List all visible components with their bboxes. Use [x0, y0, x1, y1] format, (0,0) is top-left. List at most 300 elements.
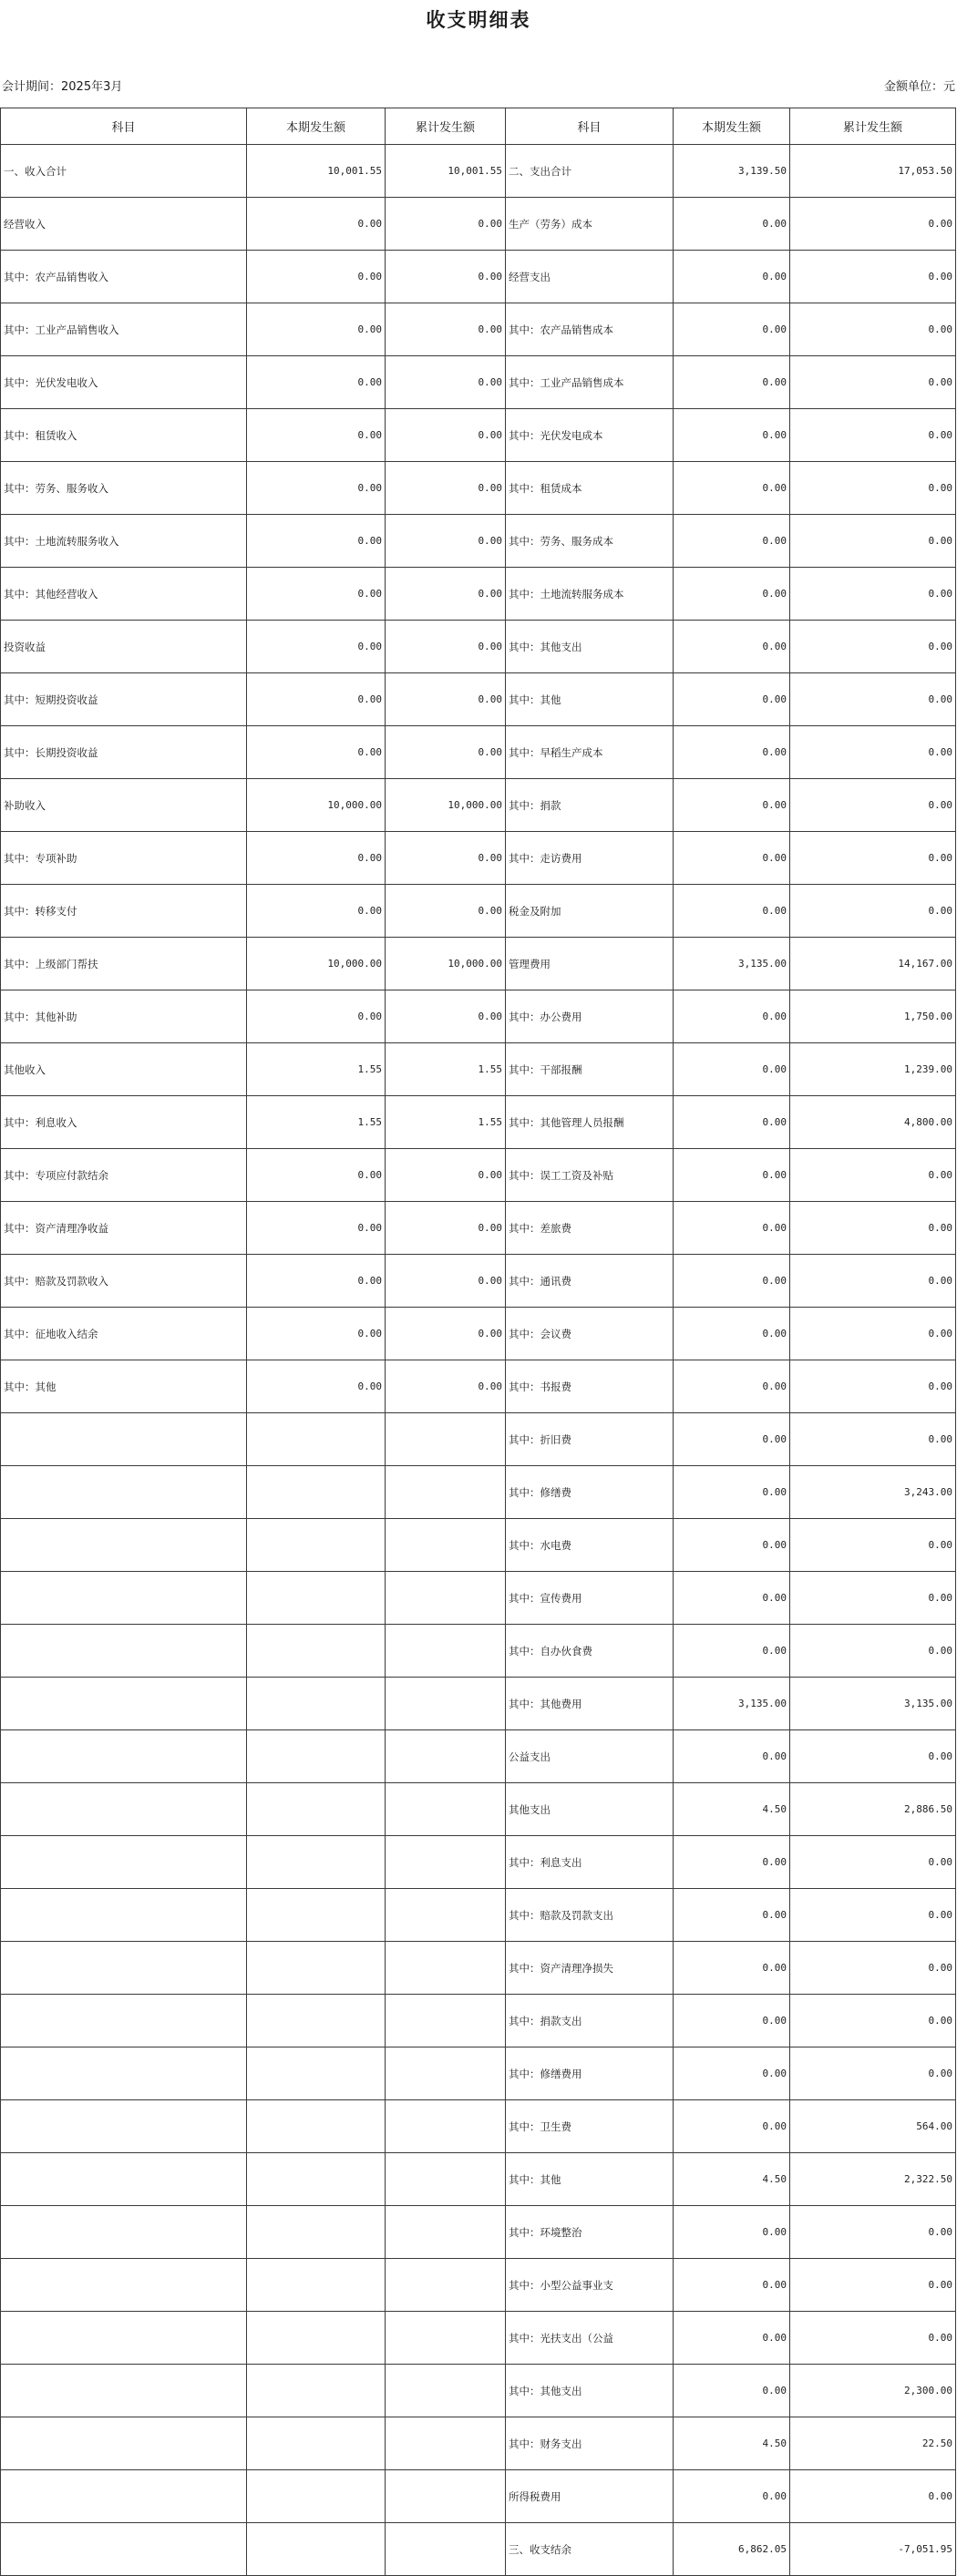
table-row	[1, 1255, 956, 1308]
income-cumulative-cell: 0.00	[386, 568, 506, 621]
expense-cumulative-cell: 0.00	[790, 1995, 956, 2047]
expense-current-cell: 0.00	[674, 1360, 790, 1413]
income-item-cell	[1, 2523, 247, 2576]
income-cumulative-cell: 0.00	[386, 1255, 506, 1308]
income-current-cell: 0.00	[247, 303, 386, 356]
expense-current-cell: 0.00	[674, 621, 790, 673]
income-cumulative-cell	[386, 2470, 506, 2523]
income-cumulative-cell: 1.55	[386, 1096, 506, 1149]
income-cumulative-cell	[386, 1783, 506, 1836]
table-row	[1, 1360, 956, 1413]
expense-current-cell: 0.00	[674, 2312, 790, 2365]
expense-item-cell: 其中：自办伙食费	[506, 1625, 674, 1678]
expense-current-cell: 3,135.00	[674, 1678, 790, 1730]
income-current-cell	[247, 1413, 386, 1466]
table-row	[1, 938, 956, 990]
income-item-cell: 补助收入	[1, 779, 247, 832]
expense-current-cell: 0.00	[674, 2365, 790, 2417]
income-cumulative-cell	[386, 1466, 506, 1519]
table-row	[1, 1466, 956, 1519]
expense-item-cell: 管理费用	[506, 938, 674, 990]
income-current-cell: 0.00	[247, 1255, 386, 1308]
expense-item-cell: 其中：财务支出	[506, 2417, 674, 2470]
table-row	[1, 356, 956, 409]
income-current-cell: 0.00	[247, 885, 386, 938]
income-current-cell	[247, 2100, 386, 2153]
expense-item-cell: 其中：早稻生产成本	[506, 726, 674, 779]
table-row	[1, 462, 956, 515]
table-header-row	[1, 108, 956, 145]
expense-cumulative-cell: 0.00	[790, 1519, 956, 1572]
income-item-cell	[1, 1783, 247, 1836]
income-item-cell: 其中：其他经营收入	[1, 568, 247, 621]
expense-cumulative-cell: 0.00	[790, 2259, 956, 2312]
expense-cumulative-cell: 0.00	[790, 1308, 956, 1360]
income-cumulative-cell	[386, 1572, 506, 1625]
expense-cumulative-cell: 0.00	[790, 2206, 956, 2259]
expense-cumulative-cell: 2,886.50	[790, 1783, 956, 1836]
income-cumulative-cell	[386, 1413, 506, 1466]
expense-current-cell: 0.00	[674, 1466, 790, 1519]
expense-item-cell: 其中：卫生费	[506, 2100, 674, 2153]
expense-current-cell: 0.00	[674, 2206, 790, 2259]
income-item-cell	[1, 2206, 247, 2259]
expense-current-cell: 0.00	[674, 515, 790, 568]
page-title: 收支明细表	[426, 8, 531, 31]
table-row	[1, 303, 956, 356]
income-cumulative-cell: 0.00	[386, 515, 506, 568]
table-row	[1, 2312, 956, 2365]
income-item-cell: 其中：赔款及罚款收入	[1, 1255, 247, 1308]
income-cumulative-cell	[386, 2153, 506, 2206]
table-row	[1, 990, 956, 1043]
income-cumulative-cell	[386, 1889, 506, 1942]
income-item-cell: 其中：租赁收入	[1, 409, 247, 462]
income-cumulative-cell	[386, 1730, 506, 1783]
expense-item-cell: 其中：其他	[506, 2153, 674, 2206]
income-item-cell	[1, 1942, 247, 1995]
income-current-cell: 0.00	[247, 990, 386, 1043]
expense-current-cell: 0.00	[674, 990, 790, 1043]
expense-item-cell: 其他支出	[506, 1783, 674, 1836]
income-cumulative-cell: 10,000.00	[386, 779, 506, 832]
expense-cumulative-cell: 564.00	[790, 2100, 956, 2153]
income-current-cell: 0.00	[247, 1202, 386, 1255]
table-row	[1, 1625, 956, 1678]
income-item-cell	[1, 1413, 247, 1466]
expense-current-cell: 0.00	[674, 2470, 790, 2523]
expense-item-cell: 其中：小型公益事业支	[506, 2259, 674, 2312]
expense-current-cell: 0.00	[674, 2259, 790, 2312]
expense-cumulative-cell: 0.00	[790, 1625, 956, 1678]
income-cumulative-cell	[386, 1625, 506, 1678]
income-cumulative-cell: 0.00	[386, 462, 506, 515]
expense-current-cell: 0.00	[674, 1889, 790, 1942]
expense-item-cell: 其中：修缮费	[506, 1466, 674, 1519]
expense-cumulative-cell: 0.00	[790, 779, 956, 832]
expense-current-cell: 0.00	[674, 409, 790, 462]
income-current-cell	[247, 1783, 386, 1836]
income-item-cell: 其他收入	[1, 1043, 247, 1096]
expense-cumulative-cell: 0.00	[790, 621, 956, 673]
income-item-cell	[1, 1572, 247, 1625]
expense-cumulative-cell: 1,239.00	[790, 1043, 956, 1096]
income-current-cell: 0.00	[247, 1360, 386, 1413]
table-row	[1, 1995, 956, 2047]
income-current-cell	[247, 1942, 386, 1995]
expense-item-cell: 其中：光伏发电成本	[506, 409, 674, 462]
expense-current-cell: 0.00	[674, 1730, 790, 1783]
table-row	[1, 515, 956, 568]
table-row	[1, 1783, 956, 1836]
expense-item-cell: 其中：书报费	[506, 1360, 674, 1413]
expense-cumulative-cell: 0.00	[790, 885, 956, 938]
expense-current-cell: 0.00	[674, 568, 790, 621]
table-row	[1, 1572, 956, 1625]
table-row	[1, 2259, 956, 2312]
income-item-cell: 其中：其他	[1, 1360, 247, 1413]
income-cumulative-cell: 0.00	[386, 726, 506, 779]
income-item-cell: 其中：土地流转服务收入	[1, 515, 247, 568]
table-row	[1, 1413, 956, 1466]
income-cumulative-cell	[386, 1942, 506, 1995]
income-item-cell	[1, 1889, 247, 1942]
income-cumulative-cell	[386, 1995, 506, 2047]
income-expense-table	[0, 108, 956, 2576]
income-cumulative-cell	[386, 2365, 506, 2417]
expense-item-cell: 其中：宣传费用	[506, 1572, 674, 1625]
table-row	[1, 1149, 956, 1202]
table-row	[1, 1836, 956, 1889]
expense-item-cell: 其中：折旧费	[506, 1413, 674, 1466]
expense-item-cell: 其中：资产清理净损失	[506, 1942, 674, 1995]
expense-current-cell: 0.00	[674, 1572, 790, 1625]
expense-cumulative-cell: 2,322.50	[790, 2153, 956, 2206]
income-item-cell: 其中：其他补助	[1, 990, 247, 1043]
income-current-cell: 10,001.55	[247, 145, 386, 198]
income-item-cell: 其中：转移支付	[1, 885, 247, 938]
income-current-cell	[247, 2417, 386, 2470]
expense-cumulative-cell: 4,800.00	[790, 1096, 956, 1149]
income-current-cell	[247, 2312, 386, 2365]
income-cumulative-cell: 0.00	[386, 356, 506, 409]
expense-current-cell: 0.00	[674, 673, 790, 726]
header-expense-cumulative: 累计发生额	[790, 108, 956, 145]
income-current-cell	[247, 2523, 386, 2576]
income-current-cell: 0.00	[247, 726, 386, 779]
income-current-cell	[247, 1625, 386, 1678]
income-current-cell: 0.00	[247, 356, 386, 409]
expense-current-cell: 0.00	[674, 1519, 790, 1572]
table-row	[1, 145, 956, 198]
expense-current-cell: 0.00	[674, 1836, 790, 1889]
expense-current-cell: 4.50	[674, 2153, 790, 2206]
income-item-cell: 其中：光伏发电收入	[1, 356, 247, 409]
income-current-cell: 0.00	[247, 832, 386, 885]
expense-cumulative-cell: 0.00	[790, 1149, 956, 1202]
income-cumulative-cell: 0.00	[386, 1149, 506, 1202]
expense-current-cell: 0.00	[674, 1202, 790, 1255]
table-row	[1, 673, 956, 726]
expense-cumulative-cell: 0.00	[790, 409, 956, 462]
income-current-cell: 0.00	[247, 1149, 386, 1202]
expense-item-cell: 其中：差旅费	[506, 1202, 674, 1255]
income-cumulative-cell: 0.00	[386, 1202, 506, 1255]
income-current-cell	[247, 1889, 386, 1942]
income-current-cell	[247, 2470, 386, 2523]
income-cumulative-cell	[386, 2047, 506, 2100]
expense-item-cell: 其中：其他管理人员报酬	[506, 1096, 674, 1149]
income-current-cell	[247, 2206, 386, 2259]
expense-cumulative-cell: 0.00	[790, 1413, 956, 1466]
expense-item-cell: 其中：其他	[506, 673, 674, 726]
table-row	[1, 621, 956, 673]
income-cumulative-cell	[386, 2100, 506, 2153]
income-current-cell: 0.00	[247, 568, 386, 621]
expense-cumulative-cell: -7,051.95	[790, 2523, 956, 2576]
income-cumulative-cell: 0.00	[386, 673, 506, 726]
income-current-cell: 0.00	[247, 198, 386, 251]
expense-cumulative-cell: 0.00	[790, 673, 956, 726]
expense-current-cell: 0.00	[674, 1149, 790, 1202]
expense-current-cell: 0.00	[674, 2047, 790, 2100]
header-income-current: 本期发生额	[247, 108, 386, 145]
income-item-cell	[1, 1625, 247, 1678]
income-current-cell: 1.55	[247, 1043, 386, 1096]
income-cumulative-cell: 0.00	[386, 885, 506, 938]
expense-cumulative-cell: 14,167.00	[790, 938, 956, 990]
income-current-cell: 0.00	[247, 673, 386, 726]
income-cumulative-cell	[386, 1678, 506, 1730]
income-item-cell: 其中：短期投资收益	[1, 673, 247, 726]
income-current-cell: 10,000.00	[247, 938, 386, 990]
income-current-cell	[247, 1995, 386, 2047]
expense-cumulative-cell: 0.00	[790, 726, 956, 779]
income-current-cell	[247, 1730, 386, 1783]
expense-item-cell: 其中：捐款	[506, 779, 674, 832]
expense-current-cell: 0.00	[674, 198, 790, 251]
income-cumulative-cell	[386, 1836, 506, 1889]
income-item-cell	[1, 1730, 247, 1783]
table-row	[1, 2365, 956, 2417]
expense-item-cell: 其中：劳务、服务成本	[506, 515, 674, 568]
expense-item-cell: 二、支出合计	[506, 145, 674, 198]
income-item-cell	[1, 2100, 247, 2153]
income-item-cell: 经营收入	[1, 198, 247, 251]
expense-cumulative-cell: 0.00	[790, 2312, 956, 2365]
income-current-cell	[247, 2365, 386, 2417]
income-cumulative-cell: 0.00	[386, 1308, 506, 1360]
income-cumulative-cell: 0.00	[386, 990, 506, 1043]
income-item-cell	[1, 2312, 247, 2365]
income-item-cell: 一、收入合计	[1, 145, 247, 198]
table-row	[1, 409, 956, 462]
income-item-cell: 其中：劳务、服务收入	[1, 462, 247, 515]
expense-item-cell: 其中：干部报酬	[506, 1043, 674, 1096]
expense-cumulative-cell: 0.00	[790, 1889, 956, 1942]
income-item-cell	[1, 2470, 247, 2523]
expense-cumulative-cell: 17,053.50	[790, 145, 956, 198]
expense-cumulative-cell: 0.00	[790, 251, 956, 303]
income-cumulative-cell	[386, 2523, 506, 2576]
expense-item-cell: 公益支出	[506, 1730, 674, 1783]
expense-cumulative-cell: 0.00	[790, 198, 956, 251]
expense-item-cell: 其中：租赁成本	[506, 462, 674, 515]
expense-current-cell: 0.00	[674, 356, 790, 409]
expense-item-cell: 其中：其他支出	[506, 621, 674, 673]
income-cumulative-cell: 10,000.00	[386, 938, 506, 990]
income-cumulative-cell: 0.00	[386, 621, 506, 673]
expense-cumulative-cell: 0.00	[790, 1730, 956, 1783]
income-item-cell: 其中：工业产品销售收入	[1, 303, 247, 356]
expense-item-cell: 税金及附加	[506, 885, 674, 938]
expense-item-cell: 其中：走访费用	[506, 832, 674, 885]
expense-item-cell: 其中：修缮费用	[506, 2047, 674, 2100]
expense-cumulative-cell: 0.00	[790, 2470, 956, 2523]
income-current-cell	[247, 1519, 386, 1572]
expense-current-cell: 0.00	[674, 1995, 790, 2047]
income-item-cell: 投资收益	[1, 621, 247, 673]
expense-current-cell: 0.00	[674, 779, 790, 832]
expense-current-cell: 0.00	[674, 1413, 790, 1466]
expense-cumulative-cell: 0.00	[790, 1360, 956, 1413]
expense-current-cell: 0.00	[674, 726, 790, 779]
income-item-cell	[1, 1678, 247, 1730]
income-cumulative-cell: 10,001.55	[386, 145, 506, 198]
expense-item-cell: 三、收支结余	[506, 2523, 674, 2576]
expense-item-cell: 其中：其他费用	[506, 1678, 674, 1730]
header-expense-item: 科目	[506, 108, 674, 145]
expense-item-cell: 其中：赔款及罚款支出	[506, 1889, 674, 1942]
expense-item-cell: 其中：土地流转服务成本	[506, 568, 674, 621]
table-row	[1, 885, 956, 938]
expense-cumulative-cell: 0.00	[790, 1202, 956, 1255]
expense-current-cell: 0.00	[674, 1625, 790, 1678]
table-row	[1, 2206, 956, 2259]
expense-current-cell: 0.00	[674, 2100, 790, 2153]
expense-current-cell: 0.00	[674, 251, 790, 303]
expense-current-cell: 0.00	[674, 832, 790, 885]
income-current-cell: 0.00	[247, 1308, 386, 1360]
table-row	[1, 1942, 956, 1995]
income-current-cell: 0.00	[247, 251, 386, 303]
income-current-cell: 1.55	[247, 1096, 386, 1149]
table-row	[1, 779, 956, 832]
income-item-cell	[1, 2047, 247, 2100]
income-item-cell	[1, 2417, 247, 2470]
expense-current-cell: 0.00	[674, 1942, 790, 1995]
expense-item-cell: 其中：会议费	[506, 1308, 674, 1360]
expense-current-cell: 0.00	[674, 303, 790, 356]
income-current-cell: 0.00	[247, 515, 386, 568]
income-current-cell	[247, 2259, 386, 2312]
income-current-cell	[247, 2153, 386, 2206]
expense-current-cell: 0.00	[674, 1255, 790, 1308]
income-current-cell: 0.00	[247, 621, 386, 673]
header-income-item: 科目	[1, 108, 247, 145]
table-row	[1, 2153, 956, 2206]
expense-current-cell: 0.00	[674, 885, 790, 938]
expense-item-cell: 其中：工业产品销售成本	[506, 356, 674, 409]
income-item-cell	[1, 2153, 247, 2206]
expense-cumulative-cell: 0.00	[790, 1836, 956, 1889]
income-item-cell: 其中：利息收入	[1, 1096, 247, 1149]
table-row	[1, 1043, 956, 1096]
expense-cumulative-cell: 0.00	[790, 462, 956, 515]
expense-item-cell: 其中：农产品销售成本	[506, 303, 674, 356]
income-item-cell: 其中：征地收入结余	[1, 1308, 247, 1360]
expense-current-cell: 0.00	[674, 1308, 790, 1360]
table-row	[1, 2100, 956, 2153]
income-item-cell: 其中：资产清理净收益	[1, 1202, 247, 1255]
income-cumulative-cell	[386, 2312, 506, 2365]
income-cumulative-cell	[386, 2417, 506, 2470]
income-current-cell: 0.00	[247, 409, 386, 462]
table-row	[1, 2047, 956, 2100]
table-row	[1, 2470, 956, 2523]
income-item-cell	[1, 2365, 247, 2417]
income-current-cell	[247, 1572, 386, 1625]
income-cumulative-cell: 0.00	[386, 832, 506, 885]
expense-item-cell: 其中：其他支出	[506, 2365, 674, 2417]
income-item-cell	[1, 1519, 247, 1572]
income-current-cell	[247, 1466, 386, 1519]
expense-cumulative-cell: 2,300.00	[790, 2365, 956, 2417]
income-current-cell: 0.00	[247, 462, 386, 515]
expense-item-cell: 其中：办公费用	[506, 990, 674, 1043]
income-cumulative-cell: 0.00	[386, 1360, 506, 1413]
expense-current-cell: 0.00	[674, 1096, 790, 1149]
expense-cumulative-cell: 3,135.00	[790, 1678, 956, 1730]
expense-cumulative-cell: 0.00	[790, 568, 956, 621]
expense-item-cell: 其中：利息支出	[506, 1836, 674, 1889]
income-item-cell: 其中：专项补助	[1, 832, 247, 885]
expense-item-cell: 生产（劳务）成本	[506, 198, 674, 251]
expense-current-cell: 4.50	[674, 1783, 790, 1836]
accounting-period: 会计期间：2025年3月	[2, 80, 123, 94]
expense-item-cell: 其中：误工工资及补贴	[506, 1149, 674, 1202]
table-row	[1, 1308, 956, 1360]
table-row	[1, 1519, 956, 1572]
table-row	[1, 1202, 956, 1255]
table-row	[1, 1678, 956, 1730]
income-cumulative-cell	[386, 2206, 506, 2259]
income-item-cell	[1, 1836, 247, 1889]
expense-item-cell: 其中：水电费	[506, 1519, 674, 1572]
table-row	[1, 1889, 956, 1942]
income-item-cell: 其中：农产品销售收入	[1, 251, 247, 303]
expense-cumulative-cell: 3,243.00	[790, 1466, 956, 1519]
expense-cumulative-cell: 0.00	[790, 1942, 956, 1995]
expense-item-cell: 所得税费用	[506, 2470, 674, 2523]
table-row	[1, 2417, 956, 2470]
expense-current-cell: 3,135.00	[674, 938, 790, 990]
table-row	[1, 726, 956, 779]
expense-cumulative-cell: 0.00	[790, 1255, 956, 1308]
expense-current-cell: 6,862.05	[674, 2523, 790, 2576]
expense-cumulative-cell: 0.00	[790, 1572, 956, 1625]
expense-item-cell: 其中：捐款支出	[506, 1995, 674, 2047]
income-cumulative-cell: 0.00	[386, 409, 506, 462]
income-cumulative-cell: 0.00	[386, 251, 506, 303]
income-item-cell	[1, 1466, 247, 1519]
income-current-cell	[247, 1836, 386, 1889]
income-current-cell	[247, 1678, 386, 1730]
expense-cumulative-cell: 0.00	[790, 303, 956, 356]
income-item-cell: 其中：长期投资收益	[1, 726, 247, 779]
income-item-cell: 其中：上级部门帮扶	[1, 938, 247, 990]
expense-cumulative-cell: 0.00	[790, 515, 956, 568]
